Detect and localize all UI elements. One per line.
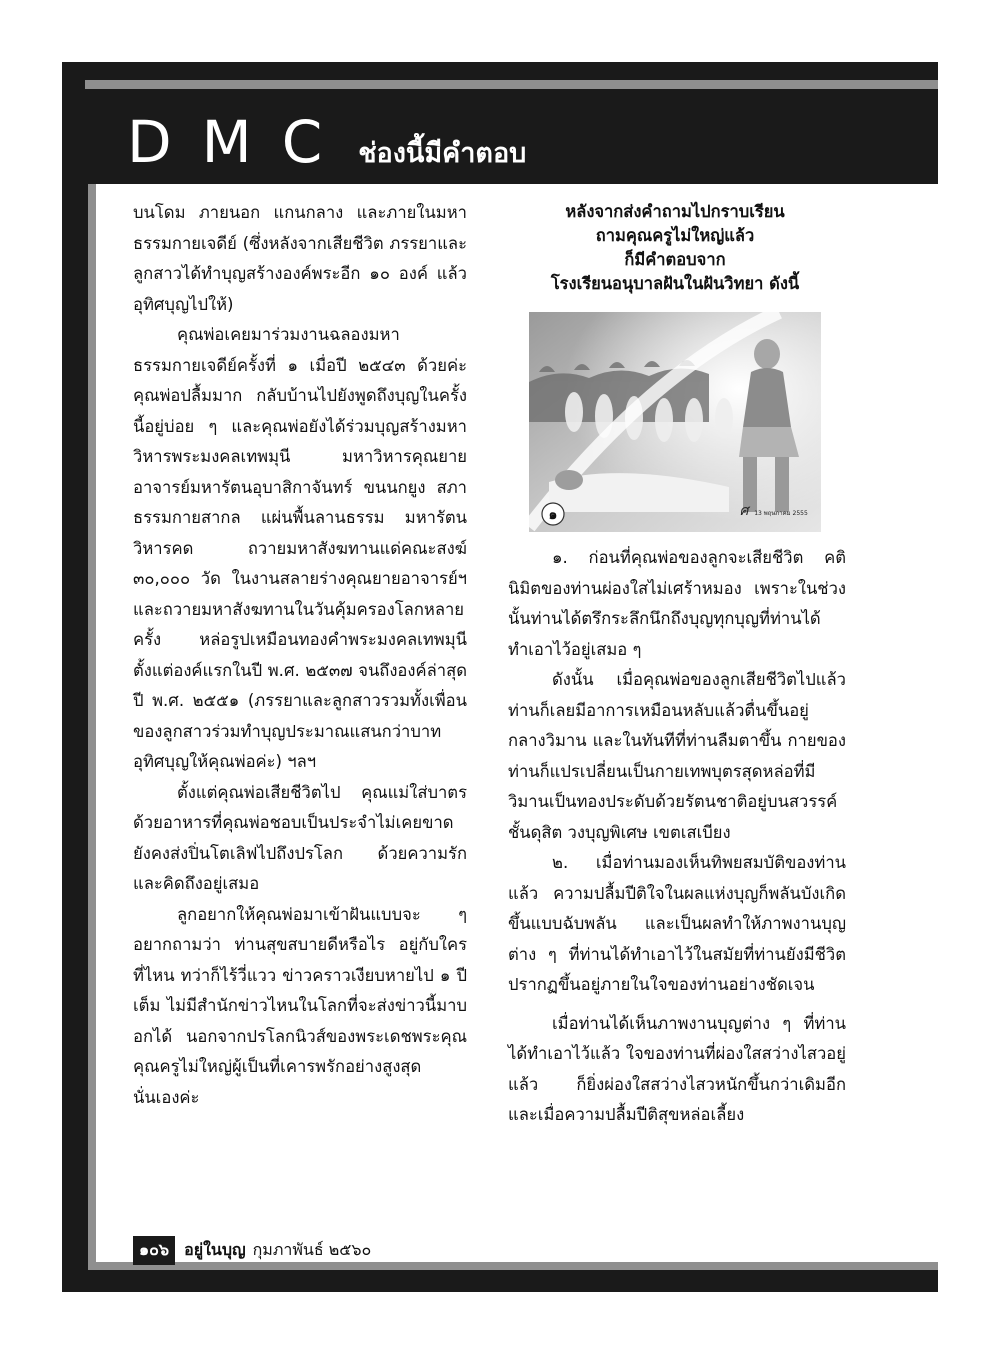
- right-paragraph-3: ๒. เมื่อท่านมองเห็นทิพยสมบัติของท่านแล้ว ความปลื้มปีติใจในผลแห่งบุญก็พลันบังเกิดขึ้นแบบฉับพลัน และเป็นผลทำให้ภาพงานบุญต่าง ๆ ที่ท่านได้ทำเอาไว้ในสมัยที่ท่านยังมีชีวิตปรากฏขึ้นอยู่ภายในใจของท่านอย่างชัดเจน: [508, 853, 846, 994]
- left-paragraph-4: ลูกอยากให้คุณพ่อมาเข้าฝันแบบจะ ๆ อยากถามว่า ท่านสุขสบายดีหรือไร อยู่กับใครที่ไหน ทว่าก็ไร้วี่แวว ข่าวคราวเงียบหายไป ๑ ปีเต็ม ไม่มีสำนักข่าวไหนในโลกที่จะส่งข่าวนี้มาบอกได้ นอกจากปรโลกนิวส์ของพระเดชพระคุณคุณครูไม่ใหญ่ผู้เป็นที่เคารพรักอย่างสูงสุดนั่นเองค่ะ: [133, 904, 467, 1107]
- illustration-date: 13 พฤษภาคม 2555: [754, 510, 808, 517]
- bottom-frame: [62, 1268, 938, 1292]
- left-paragraph-3: ตั้งแต่คุณพ่อเสียชีวิตไป คุณแม่ใส่บาตรด้วยอาหารที่คุณพ่อชอบเป็นประจำไม่เคยขาด ยังคงส่งปิ่นโตเลิฟไปถึงปรโลก ด้วยความรักและคิดถึงอยู่เสมอ: [133, 782, 467, 893]
- right-paragraph-4: เมื่อท่านได้เห็นภาพงานบุญต่าง ๆ ที่ท่านได้ทำเอาไว้แล้ว ใจของท่านที่ผ่องใสสว่างไสวอยู่แล้ว ก็ยิ่งผ่องใสสว่างไสวหนักขึ้นกว่าเดิมอีก และเมื่อความปลื้มปีติสุขหล่อเลี้ยง: [508, 1013, 846, 1124]
- header-rule: [85, 80, 938, 89]
- answer-heading-line: หลังจากส่งคำถามไปกราบเรียน: [565, 202, 785, 221]
- illustration: [529, 312, 821, 532]
- issue-date: กุมภาพันธ์ ๒๕๖๐: [252, 1240, 372, 1259]
- figure-number: ๑: [548, 507, 558, 523]
- section-logo: [127, 108, 526, 178]
- page-number: ๑๐๖: [133, 1236, 175, 1265]
- left-rule: [88, 184, 96, 1270]
- artist-signature: ศ: [739, 503, 749, 519]
- right-column: [508, 543, 846, 1131]
- magazine-name: อยู่ในบุญ: [184, 1240, 246, 1259]
- answer-heading-line: ถามคุณครูไม่ใหญ่แล้ว: [595, 226, 755, 245]
- answer-heading-line: โรงเรียนอนุบาลฝันในฝันวิทยา ดังนี้: [550, 274, 800, 293]
- left-paragraph-1: บนโดม ภายนอก แกนกลาง และภายในมหาธรรมกายเจดีย์ (ซึ่งหลังจากเสียชีวิต ภรรยาและลูกสาวได้ทำบุญสร้างองค์พระอีก ๑๐ องค์ แล้วอุทิศบุญไปให้): [133, 203, 467, 314]
- answer-heading-line: ก็มีคำตอบจาก: [624, 250, 726, 269]
- illustration-art: [529, 312, 821, 532]
- left-column: [133, 198, 467, 1113]
- right-paragraph-2: ดังนั้น เมื่อคุณพ่อของลูกเสียชีวิตไปแล้ว ท่านก็เลยมีอาการเหมือนหลับแล้วตื่นขึ้นอยู่กลางวิมาน และในทันทีที่ท่านลืมตาขึ้น กายของท่านก็แปรเปลี่ยนเป็นกายเทพบุตรสุดหล่อที่มีวิมานเป็นทองประดับด้วยรัตนชาติอยู่บนสวรรค์ชั้นดุสิต วงบุญพิเศษ เขตเสเบียง: [508, 670, 846, 842]
- dmc-brand: DMC: [127, 108, 353, 176]
- section-tagline: ช่องนี้มีคำตอบ: [358, 138, 527, 169]
- left-frame: [62, 184, 88, 1269]
- page-footer: [133, 1236, 371, 1265]
- right-paragraph-1: ๑. ก่อนที่คุณพ่อของลูกจะเสียชีวิต คตินิมิตของท่านผ่องใสไม่เศร้าหมอง เพราะในช่วงนั้นท่านได้ตรึกระลึกนึกถึงบุญทุกบุญที่ท่านได้ทำเอาไว้อยู่เสมอ ๆ: [508, 548, 846, 659]
- left-paragraph-2: คุณพ่อเคยมาร่วมงานฉลองมหาธรรมกายเจดีย์ครั้งที่ ๑ เมื่อปี ๒๕๔๓ ด้วยค่ะ คุณพ่อปลื้มมาก กลับบ้านไปยังพูดถึงบุญในครั้งนี้อยู่บ่อย ๆ และคุณพ่อยังได้ร่วมบุญสร้างมหาวิหารพระมงคลเทพมุนี มหาวิหารคุณยายอาจารย์มหารัตนอุบาสิกาจันทร์ ขนนกยูง สภาธรรมกายสากล แผ่นพื้นลานธรรม มหารัตนวิหารคด ถวายมหาสังฆทานแด่คณะสงฆ์ ๓๐,๐๐๐ วัด ในงานสลายร่างคุณยายอาจารย์ฯ และถวายมหาสังฆทานในวันคุ้มครองโลกหลายครั้ง หล่อรูปเหมือนทองคำพระมงคลเทพมุนีตั้งแต่องค์แรกในปี พ.ศ. ๒๕๓๗ จนถึงองค์ล่าสุดปี พ.ศ. ๒๕๕๑ (ภรรยาและลูกสาวรวมทั้งเพื่อนของลูกสาวร่วมทำบุญประมาณแสนกว่าบาท อุทิศบุญให้คุณพ่อค่ะ) ฯลฯ: [133, 325, 467, 771]
- answer-heading: [520, 200, 830, 296]
